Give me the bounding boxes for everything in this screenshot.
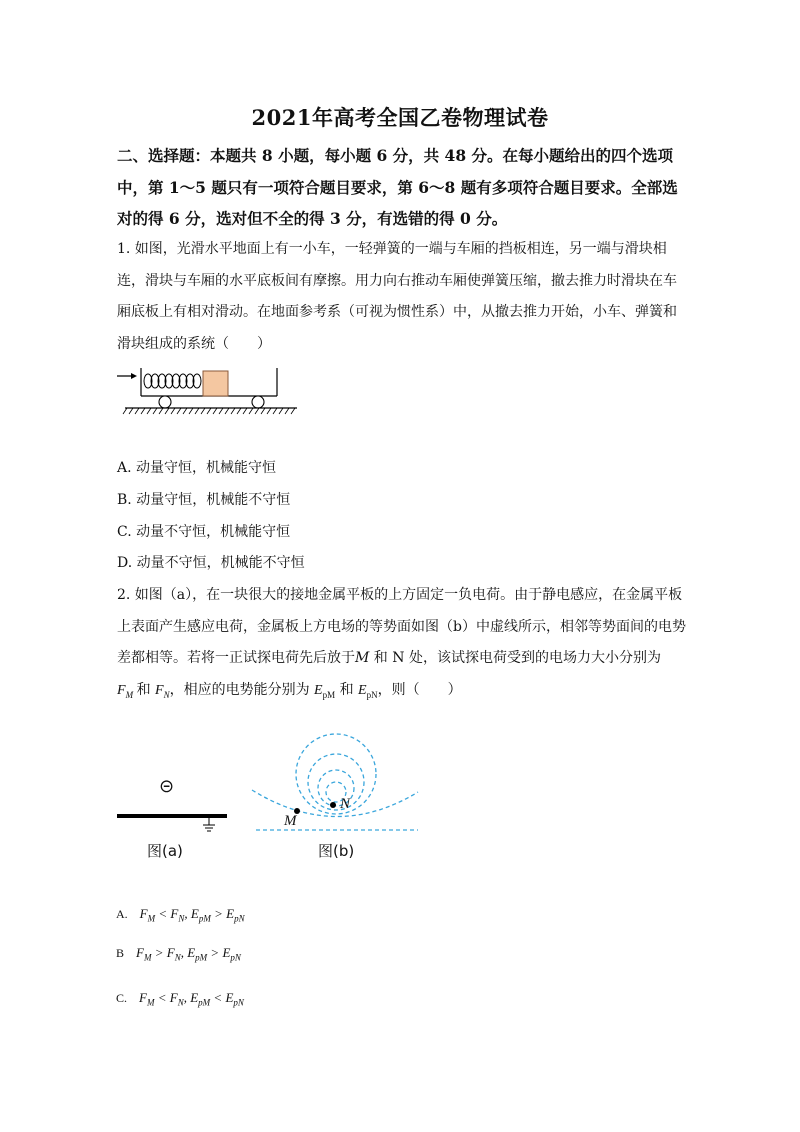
label-n: N [340,796,351,812]
q2-text-mid: 和 N 处，该试探电荷受到的电场力大小分别为 [373,650,661,666]
q1-option-a: A. 动量守恒，机械能守恒 [117,460,277,476]
q2-text-m: M [355,650,370,666]
q1-option-b: B. 动量守恒，机械能不守恒 [117,492,291,508]
question-1-text: 1. 如图，光滑水平地面上有一小车，一轻弹簧的一端与车厢的挡板相连，另一端与滑块相连，滑块与车厢的水平底板间有摩擦。用力向右推动车厢使弹簧压缩，撤去推力时滑块在车厢底板上有相对滑动。在地面参考系（可视为惯性系）中，从撤去推力开始，小车、弹簧和滑块组成的系统（ ） [117,241,677,352]
negative-charge-icon: ⊝ [159,776,175,797]
q2-option-a: A. $F_M < F_N$, $E_{pM} > E_{pN}$ [116,906,245,924]
q2-option-c: C. $F_M < F_N$, $E_{pM} < E_{pN}$ [116,990,244,1008]
q1-option-d: D. 动量不守恒，机械能不守恒 [117,555,305,571]
q2-fn-sub: N [163,689,170,700]
q2-and-2: 和 [335,681,359,698]
question-2-text [117,580,687,711]
q2-fm-sub: M [125,689,134,700]
q2-option-c-label: C. [116,991,128,1005]
q2-option-b-rel1: > [154,945,164,960]
q2-energy-text: ，相应的电势能分别为 [169,681,315,698]
q2-option-a-label: A. [116,907,128,921]
point-n-marker [328,800,338,810]
page-title: 2021年高考全国乙卷物理试卷 [251,105,549,130]
q2-option-a-rel1: < [158,906,168,921]
figure-a-caption: 图(a) [147,842,183,860]
q2-option-b: B $F_M > F_N$, $E_{pM} > E_{pN}$ [116,945,241,963]
q2-option-b-rel2: > [210,945,220,960]
q2-and-1: 和 [136,681,156,698]
q2-text-before: 2. 如图（a），在一块很大的接地金属平板的上方固定一负电荷。由于静电感应，在金属平板上表面产生感应电荷，金属板上方电场的等势面如图（b）中虚线所示，相邻等势面间的电势差都相等。若将一正试探电荷先后放于 [117,587,686,666]
cart-spring-figure [115,362,305,422]
q1-option-c: C. 动量不守恒，机械能守恒 [117,524,291,540]
label-m: M [284,813,297,829]
figure-b-caption: 图(b) [318,842,355,860]
q2-option-c-rel1: < [157,990,167,1005]
q2-fm-symbol: F [117,682,126,698]
q2-epn-symbol: E [358,682,367,698]
q2-epm-sub: pM [322,689,336,700]
q2-epm-symbol: E [314,682,323,698]
q2-fn-symbol: F [155,682,164,698]
q2-then: ，则（ ） [377,681,462,698]
q2-option-b-label: B [116,946,125,960]
figure-b-equipotentials [248,712,423,837]
grounded-plate [115,808,235,838]
q2-epn-sub: pN [366,689,378,700]
q2-option-c-rel2: < [213,990,223,1005]
section-instructions: 二、选择题：本题共 8 小题，每小题 6 分，共 48 分。在每小题给出的四个选项中，第 1～5 题只有一项符合题目要求，第 6～8 题有多项符合题目要求。全部选对的得 6 分，选对但不全的得 3 分，有选错的得 0 分。 [117,146,678,228]
q2-option-a-rel2: > [214,906,223,921]
